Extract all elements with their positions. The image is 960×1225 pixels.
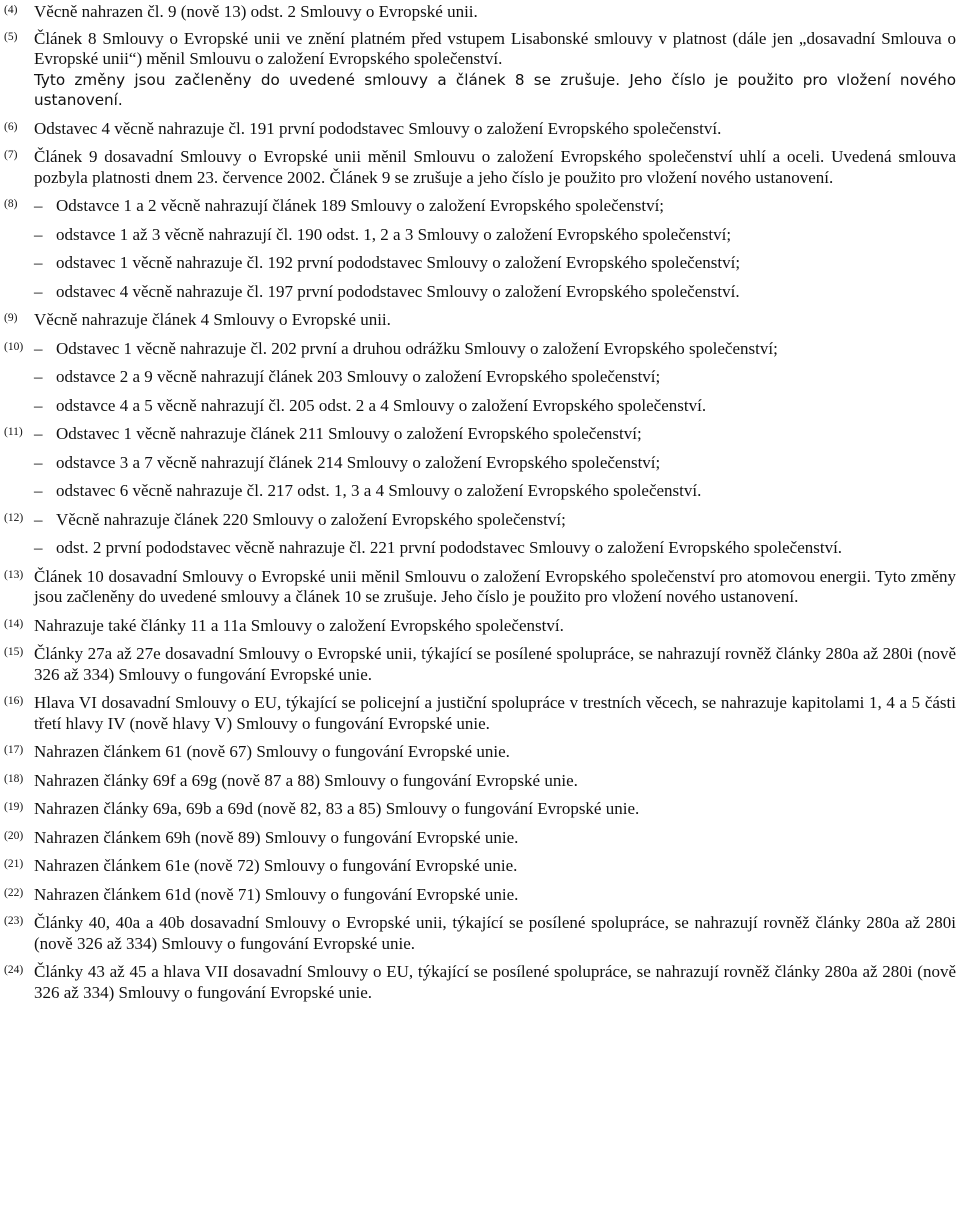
footnote-12 (4, 510, 956, 559)
footnote-number: (8) (4, 198, 18, 210)
footnote-number: (21) (4, 858, 24, 870)
footnote-15 (4, 644, 956, 685)
list-item (34, 453, 956, 474)
footnote-7 (4, 147, 956, 188)
footnote-number: (16) (4, 695, 24, 707)
list-item-text: Odstavce 1 a 2 věcně nahrazují článek 189 Smlouvy o založení Evropského společenství; (56, 196, 665, 215)
footnote-8 (4, 196, 956, 302)
footnote-text: Hlava VI dosavadní Smlouvy o EU, týkající se policejní a justiční spolupráce v trestních věcech, se nahrazuje kapitolami 1, 4 a 5 části třetí hlavy IV (nově hlavy V) Smlouvy o fungování Evropské unie. (34, 693, 956, 733)
footnote-number: (13) (4, 568, 24, 581)
dash-bullet: – (34, 253, 43, 272)
footnote-number: (11) (4, 426, 23, 438)
footnote-text: Nahrazen článkem 61 (nově 67) Smlouvy o fungování Evropské unie. (34, 742, 510, 761)
footnote-16 (4, 693, 956, 734)
footnote-number: (22) (4, 886, 24, 899)
list-item (34, 225, 956, 246)
footnote-22 (4, 885, 956, 906)
dash-bullet: – (34, 481, 43, 500)
footnote-text: Nahrazuje také články 11 a 11a Smlouvy o založení Evropského společenství. (34, 615, 564, 635)
footnote-text-continuation: Tyto změny jsou začleněny do uvedené smlouvy a článek 8 se zrušuje. Jeho číslo je použito pro vložení nového ustanovení. (34, 70, 956, 109)
footnote-10 (4, 339, 956, 417)
list-item (34, 339, 956, 360)
footnote-number: (9) (4, 312, 18, 324)
list-item-text: odstavce 2 a 9 věcně nahrazují článek 203 Smlouvy o založení Evropského společenství; (56, 367, 661, 386)
footnote-number: (4) (4, 4, 18, 16)
list-item-text: odst. 2 první pododstavec věcně nahrazuje čl. 221 první pododstavec Smlouvy o založení Evropského společenství. (56, 538, 843, 557)
footnote-6 (4, 119, 956, 140)
footnote-number: (12) (4, 511, 24, 524)
dash-bullet: – (34, 338, 43, 358)
footnote-4 (4, 2, 956, 23)
list-item-text: odstavce 3 a 7 věcně nahrazují článek 214 Smlouvy o založení Evropského společenství; (56, 452, 661, 472)
footnote-text: Článek 9 dosavadní Smlouvy o Evropské unii měnil Smlouvu o založení Evropského společenství uhlí a oceli. Uvedená smlouva pozbyla platnosti dnem 23. července 2002. Článek 9 se zrušuje a jeho číslo je použito pro vložení nového ustanovení. (34, 147, 956, 187)
dash-bullet: – (34, 224, 43, 244)
footnote-number: (5) (4, 30, 18, 43)
list-item (34, 282, 956, 303)
footnote-24 (4, 962, 956, 1003)
footnote-number: (24) (4, 964, 24, 976)
footnote-text: Články 43 až 45 a hlava VII dosavadní Smlouvy o EU, týkající se posílené spolupráce, se nahrazují rovněž články 280a až 280i (nově 326 až 334) Smlouvy o fungování Evropské unie. (34, 962, 956, 1002)
footnote-number: (23) (4, 915, 24, 927)
footnote-number: (14) (4, 617, 24, 630)
list-item-text: odstavce 1 až 3 věcně nahrazují čl. 190 odst. 1, 2 a 3 Smlouvy o založení Evropského společenství; (56, 224, 732, 244)
list-item-text: odstavce 4 a 5 věcně nahrazují čl. 205 odst. 2 a 4 Smlouvy o založení Evropského společenství. (56, 395, 707, 415)
footnote-text: Věcně nahrazuje článek 4 Smlouvy o Evropské unii. (34, 310, 391, 329)
dash-bullet: – (34, 367, 43, 386)
footnote-14 (4, 616, 956, 637)
list-item (34, 196, 956, 217)
list-item (34, 538, 956, 559)
dash-bullet: – (34, 538, 43, 557)
list-item-text: Věcně nahrazuje článek 220 Smlouvy o založení Evropského společenství; (56, 509, 566, 529)
footnote-text: Nahrazen článkem 61e (nově 72) Smlouvy o fungování Evropské unie. (34, 856, 518, 875)
footnote-19 (4, 799, 956, 820)
list-item-text: odstavec 4 věcně nahrazuje čl. 197 první pododstavec Smlouvy o založení Evropského společenství. (56, 281, 740, 301)
list-item (34, 481, 956, 502)
list-item (34, 396, 956, 417)
footnote-number: (10) (4, 340, 24, 353)
list-item-text: Odstavec 1 věcně nahrazuje článek 211 Smlouvy o založení Evropského společenství; (56, 424, 642, 443)
dash-bullet: – (34, 452, 43, 472)
list-item (34, 367, 956, 388)
footnote-number: (7) (4, 149, 18, 161)
footnote-text: Články 40, 40a a 40b dosavadní Smlouvy o Evropské unii, týkající se posílené spolupráce, se nahrazují rovněž články 280a až 280i (nově 326 až 334) Smlouvy o fungování Evropské unie. (34, 913, 956, 953)
footnote-11 (4, 424, 956, 502)
dash-bullet: – (34, 196, 43, 215)
footnote-number: (6) (4, 120, 18, 133)
footnote-23 (4, 913, 956, 954)
dash-bullet: – (34, 281, 43, 301)
list-item (34, 253, 956, 274)
footnote-text: Věcně nahrazen čl. 9 (nově 13) odst. 2 Smlouvy o Evropské unii. (34, 2, 478, 21)
footnote-9 (4, 310, 956, 331)
dash-bullet: – (34, 424, 43, 443)
footnote-text: Článek 10 dosavadní Smlouvy o Evropské unii měnil Smlouvu o založení Evropského společenství pro atomovou energii. Tyto změny jsou začleněny do uvedené smlouvy a článek 10 se zrušuje. Jeho číslo je použito pro vložení nového ustanovení. (34, 566, 956, 606)
footnote-text: Články 27a až 27e dosavadní Smlouvy o Evropské unii, týkající se posílené spolupráce, se nahrazují rovněž články 280a až 280i (nově 326 až 334) Smlouvy o fungování Evropské unie. (34, 644, 956, 684)
footnote-21 (4, 856, 956, 877)
footnote-13 (4, 567, 956, 608)
footnote-text: Nahrazen články 69f a 69g (nově 87 a 88) Smlouvy o fungování Evropské unie. (34, 770, 578, 790)
footnote-text: Nahrazen článkem 61d (nově 71) Smlouvy o fungování Evropské unie. (34, 884, 519, 904)
list-item-text: odstavec 6 věcně nahrazuje čl. 217 odst. 1, 3 a 4 Smlouvy o založení Evropského společenství. (56, 481, 702, 500)
list-item-text: odstavec 1 věcně nahrazuje čl. 192 první pododstavec Smlouvy o založení Evropského společenství; (56, 253, 741, 272)
dash-bullet: – (34, 509, 43, 529)
list-item (34, 424, 956, 445)
footnote-number: (18) (4, 772, 24, 785)
footnote-5 (4, 29, 956, 111)
list-item (34, 510, 956, 531)
footnote-number: (19) (4, 801, 24, 813)
footnote-17 (4, 742, 956, 763)
footnote-number: (17) (4, 744, 24, 756)
footnote-text: Nahrazen články 69a, 69b a 69d (nově 82, 83 a 85) Smlouvy o fungování Evropské unie. (34, 799, 640, 818)
footnote-number: (20) (4, 829, 24, 842)
footnote-text: Odstavec 4 věcně nahrazuje čl. 191 první pododstavec Smlouvy o založení Evropského společenství. (34, 118, 722, 138)
list-item-text: Odstavec 1 věcně nahrazuje čl. 202 první a druhou odrážku Smlouvy o založení Evropského společenství; (56, 338, 778, 358)
dash-bullet: – (34, 395, 43, 415)
footnote-number: (15) (4, 646, 24, 658)
footnote-20 (4, 828, 956, 849)
footnote-text: Článek 8 Smlouvy o Evropské unii ve znění platném před vstupem Lisabonské smlouvy v platnost (dále jen „dosavadní Smlouva o Evropské unii“) měnil Smlouvu o založení Evropského společenství. (34, 28, 956, 68)
footnote-text: Nahrazen článkem 69h (nově 89) Smlouvy o fungování Evropské unie. (34, 827, 519, 847)
footnote-18 (4, 771, 956, 792)
